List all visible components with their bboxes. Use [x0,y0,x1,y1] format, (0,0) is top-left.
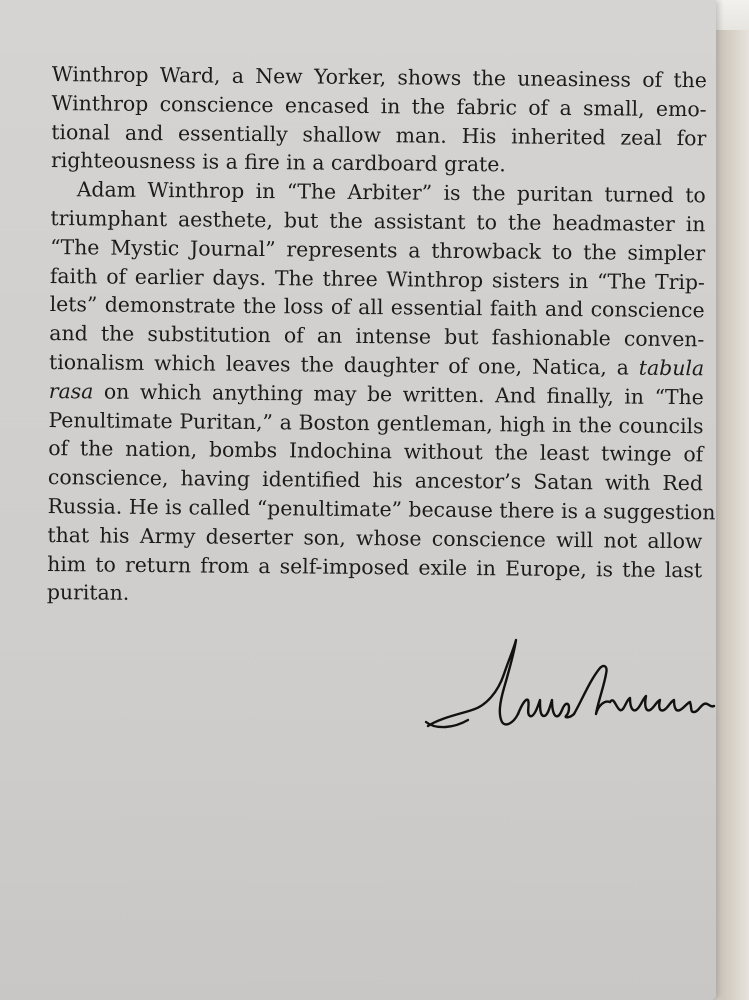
text-line: Adam Winthrop in “The Arbiter” is the puritan turned to [76,177,706,208]
text-line: that his Army deserter son, whose conscience will not allow [47,522,703,554]
text-line: tional and essentially shallow man. His inherited zeal for [51,119,707,150]
signature-drawing [420,630,720,740]
text-line: puritan. [46,580,130,606]
text-line: of the nation, bombs Indochina without the least twinge of [48,436,704,467]
body-text [46,60,716,613]
text-line: Russia. He is called “penultimate” because there is a suggestion [47,493,716,525]
text-line: him to return from a self-imposed exile in Europe, is the last [47,551,703,582]
text-line: tionalism which leaves the daughter of one, Natica, a tabula [48,349,705,381]
text-line: Winthrop Ward, a New Yorker, shows the uneasiness of the [51,61,707,93]
text-line: conscience, having identified his ancestor’s Satan with Red [47,465,704,496]
text-line: Penultimate Puritan,” a Boston gentleman, high in the councils [48,407,704,438]
text-line: Winthrop conscience encased in the fabric of a small, emo- [51,90,707,122]
text-line: lets” demonstrate the loss of all essential faith and conscience [49,292,705,323]
text-line: and the substitution of an intense but fashionable conven- [49,321,705,352]
text-line: righteousness is a fire in a cardboard grate. [50,148,506,177]
text-line: triumphant aesthete, but the assistant to the headmaster in [50,205,706,237]
text-line: rasa on which anything may be written. And finally, in “The [48,378,704,410]
text-line: faith of earlier days. The three Winthrop sisters in “The Trip- [49,263,706,294]
author-signature [420,630,720,740]
text-line: “The Mystic Journal” represents a throwback to the simpler [50,234,706,266]
